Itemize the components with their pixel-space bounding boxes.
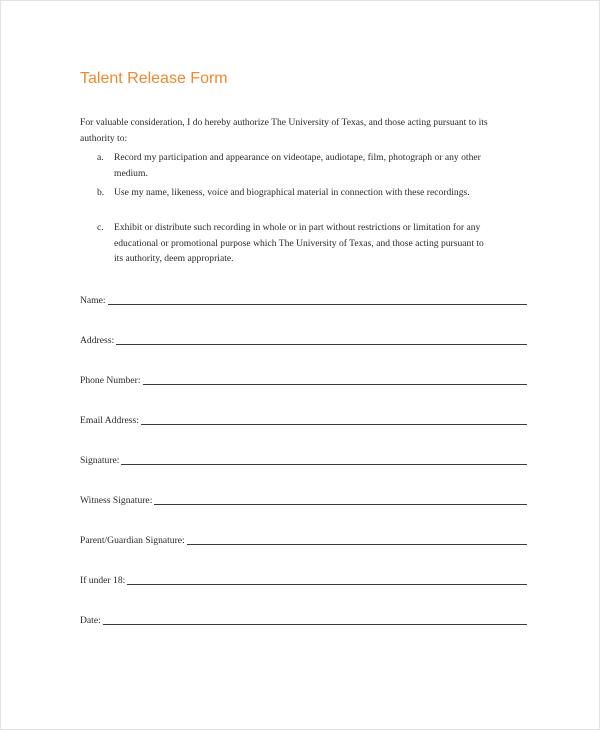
parent-guardian-signature-field[interactable] xyxy=(80,531,527,547)
name-line[interactable] xyxy=(108,304,527,305)
if-under-18-line[interactable] xyxy=(127,584,527,585)
date-label: Date: xyxy=(80,615,101,626)
phone-number-label: Phone Number: xyxy=(80,375,141,386)
signature-line[interactable] xyxy=(121,464,527,465)
item-marker: b. xyxy=(97,187,105,198)
item-marker: a. xyxy=(97,152,104,163)
intro-paragraph: For valuable consideration, I do hereby authorize The University of Texas, and those acting pursuant to its authority to: xyxy=(80,117,488,144)
signature-field[interactable] xyxy=(80,451,527,467)
authorization-item-a xyxy=(97,150,497,181)
name-field[interactable] xyxy=(80,291,527,307)
name-label: Name: xyxy=(80,295,106,306)
authorization-item-c xyxy=(97,220,497,267)
email-address-line[interactable] xyxy=(141,424,527,425)
email-address-field[interactable] xyxy=(80,411,527,427)
parent-guardian-signature-line[interactable] xyxy=(187,544,527,545)
phone-number-line[interactable] xyxy=(143,384,528,385)
form-title: Talent Release Form xyxy=(80,70,228,87)
if-under-18-label: If under 18: xyxy=(80,575,126,586)
authorization-item-b xyxy=(97,185,497,201)
email-address-label: Email Address: xyxy=(80,415,139,426)
if-under-18-field[interactable] xyxy=(80,571,527,587)
parent-guardian-signature-label: Parent/Guardian Signature: xyxy=(80,535,185,546)
witness-signature-field[interactable] xyxy=(80,491,527,507)
item-text: Exhibit or distribute such recording in whole or in part without restrictions or limitation for any educational or promotional purpose which The University of Texas, and those acting pursuant to its authority, deem appropriate. xyxy=(114,222,484,264)
witness-signature-line[interactable] xyxy=(154,504,527,505)
address-line[interactable] xyxy=(116,344,527,345)
item-text: Record my participation and appearance on videotape, audiotape, film, photograph or any other medium. xyxy=(114,152,481,179)
phone-number-field[interactable] xyxy=(80,371,527,387)
date-field[interactable] xyxy=(80,611,527,627)
address-label: Address: xyxy=(80,335,115,346)
address-field[interactable] xyxy=(80,331,527,347)
item-marker: c. xyxy=(97,222,104,233)
witness-signature-label: Witness Signature: xyxy=(80,495,153,506)
item-text: Use my name, likeness, voice and biographical material in connection with these recordings. xyxy=(114,187,470,198)
signature-label: Signature: xyxy=(80,455,120,466)
date-line[interactable] xyxy=(103,624,527,625)
